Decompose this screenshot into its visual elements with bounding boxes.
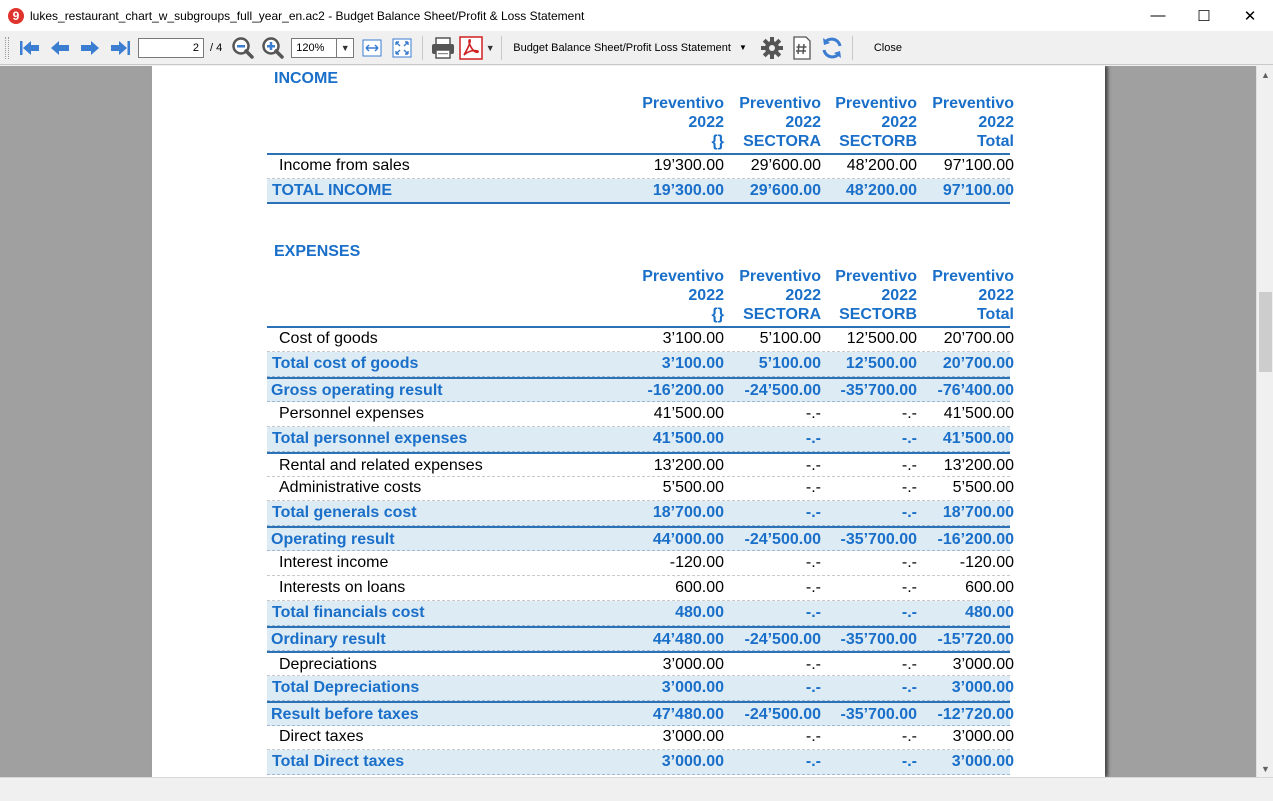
title-bar: [0, 0, 1273, 31]
column-header-line2: 2022: [688, 287, 724, 304]
row-value: -120.00: [669, 554, 724, 572]
row-value: 12’500.00: [845, 354, 917, 372]
row-label: Administrative costs: [279, 479, 422, 497]
report-select[interactable]: [513, 42, 747, 54]
column-header-line1: Preventivo: [739, 268, 821, 285]
row-ordinary-result: [267, 626, 1014, 651]
report-viewport[interactable]: [0, 66, 1256, 777]
row-total-financials-cost: [267, 601, 1014, 626]
row-personnel-expenses: [267, 402, 1014, 427]
row-value: 3’000.00: [662, 655, 724, 673]
print-icon[interactable]: [429, 34, 457, 62]
row-label: Operating result: [271, 531, 395, 549]
row-value: 48’200.00: [846, 157, 917, 174]
row-total-cost-of-goods: [267, 352, 1014, 377]
page-number-icon[interactable]: [788, 34, 816, 62]
zoom-value[interactable]: 120%: [296, 41, 325, 54]
row-label: Total Depreciations: [272, 678, 420, 696]
column-header-line2: 2022: [881, 114, 917, 131]
row-total-generals-cost: [267, 501, 1014, 526]
column-header: [821, 94, 917, 151]
toolbar: [0, 31, 1273, 65]
row-value: -24’500.00: [744, 705, 821, 723]
row-label: Personnel expenses: [279, 404, 424, 422]
maximize-button[interactable]: ☐: [1197, 7, 1211, 25]
column-header-line3: {}: [711, 133, 724, 150]
row-label: Total personnel expenses: [272, 429, 468, 447]
column-header-line2: 2022: [785, 114, 821, 131]
window-title: lukes_restaurant_chart_w_subgroups_full_year_en.ac2 - Budget Balance Sheet/Profit & Loss Statement: [30, 8, 585, 23]
row-value: 3’000.00: [661, 753, 724, 771]
row-value: -35’700.00: [840, 381, 917, 399]
row-value: 480.00: [675, 603, 724, 621]
row-value: 19’300.00: [652, 181, 724, 199]
column-header-line2: 2022: [881, 287, 917, 304]
settings-icon[interactable]: [758, 34, 786, 62]
row-value: 41’500.00: [943, 404, 1014, 422]
scroll-up-icon[interactable]: ▲: [1261, 69, 1270, 80]
report-select-label: Budget Balance Sheet/Profit Loss Statement: [513, 41, 731, 54]
scroll-down-icon[interactable]: ▼: [1261, 763, 1270, 774]
status-bar: [0, 777, 1273, 801]
scroll-thumb[interactable]: [1259, 292, 1272, 372]
row-value: -.-: [805, 728, 821, 746]
row-depreciations: [267, 651, 1014, 676]
column-header-line2: 2022: [785, 287, 821, 304]
refresh-icon[interactable]: [818, 34, 846, 62]
row-total-income: [267, 179, 1014, 204]
row-label: Depreciations: [279, 655, 377, 673]
row-interest-income: [267, 551, 1014, 576]
column-header-line1: Preventivo: [642, 268, 724, 285]
expenses-column-header: [267, 267, 1014, 327]
row-label: Total financials cost: [272, 603, 425, 621]
column-header: [725, 94, 821, 151]
row-value: -.-: [901, 655, 917, 673]
row-value: -.-: [901, 678, 917, 696]
pdf-icon[interactable]: [459, 34, 483, 62]
column-header-line1: Preventivo: [932, 95, 1014, 112]
income-section-title: INCOME: [274, 70, 338, 87]
row-value: -12’720.00: [937, 705, 1014, 723]
row-value: -76’400.00: [937, 381, 1014, 399]
row-value: 5’100.00: [758, 354, 821, 372]
row-value: 44’480.00: [652, 630, 724, 648]
row-value: 3’000.00: [661, 678, 724, 696]
page-total-label: / 4: [210, 41, 223, 54]
column-header: [918, 94, 1014, 151]
column-header-line3: Total: [976, 133, 1014, 150]
row-value: -.-: [805, 404, 821, 422]
row-value: -.-: [901, 554, 917, 572]
close-window-button[interactable]: ✕: [1243, 7, 1257, 25]
row-value: -.-: [901, 479, 917, 497]
row-label: Total Direct taxes: [272, 753, 405, 771]
row-value: 18’700.00: [942, 504, 1014, 522]
first-page-icon[interactable]: [16, 34, 44, 62]
row-value: -.-: [805, 579, 821, 596]
row-value: 480.00: [965, 603, 1014, 621]
column-header-line1: Preventivo: [739, 95, 821, 112]
row-label: Income from sales: [279, 157, 410, 174]
zoom-out-icon[interactable]: [229, 34, 257, 62]
toolbar-grip[interactable]: [5, 37, 9, 59]
row-income-from-sales: [267, 154, 1014, 179]
column-header-line1: Preventivo: [932, 268, 1014, 285]
row-value: 3’000.00: [662, 728, 724, 746]
row-cost-of-goods: [267, 327, 1014, 352]
row-direct-taxes: [267, 725, 1014, 750]
report-page: [152, 66, 1105, 777]
fit-page-icon[interactable]: [388, 34, 416, 62]
row-value: -.-: [901, 404, 917, 422]
row-value: -24’500.00: [744, 381, 821, 399]
app-logo-icon: 9: [8, 8, 24, 24]
row-value: -35’700.00: [840, 705, 917, 723]
previous-page-icon[interactable]: [46, 34, 74, 62]
zoom-select[interactable]: [291, 38, 354, 58]
vertical-scrollbar[interactable]: [1256, 66, 1273, 777]
column-header-line1: Preventivo: [642, 95, 724, 112]
row-value: -.-: [805, 603, 821, 621]
row-value: 20’700.00: [942, 354, 1014, 372]
minimize-button[interactable]: —: [1150, 7, 1166, 24]
row-value: 5’500.00: [662, 479, 724, 497]
row-value: -120.00: [959, 554, 1014, 572]
column-header: [725, 267, 821, 324]
row-value: -.-: [901, 429, 917, 447]
page-number-input[interactable]: 2: [138, 38, 204, 58]
row-value: 5’100.00: [759, 330, 821, 347]
column-header: [628, 267, 724, 324]
row-value: 29’600.00: [749, 181, 821, 199]
row-value: 3’000.00: [951, 678, 1014, 696]
row-value: -.-: [805, 456, 821, 474]
column-header: [918, 267, 1014, 324]
chevron-down-icon[interactable]: ▼: [336, 39, 353, 57]
row-label: Direct taxes: [279, 728, 364, 746]
row-value: 20’700.00: [943, 330, 1014, 347]
row-value: -.-: [901, 753, 917, 771]
row-value: 3’000.00: [951, 753, 1014, 771]
row-gross-operating-result: [267, 377, 1014, 402]
row-value: 41’500.00: [653, 404, 724, 422]
row-label: Gross operating result: [271, 381, 443, 399]
next-page-icon[interactable]: [76, 34, 104, 62]
column-header-line3: SECTORB: [839, 133, 917, 150]
zoom-in-icon[interactable]: [259, 34, 287, 62]
column-header: [628, 94, 724, 151]
row-value: 29’600.00: [750, 157, 821, 174]
row-label: Total cost of goods: [272, 354, 419, 372]
row-value: 5’500.00: [952, 479, 1014, 497]
row-value: -.-: [805, 479, 821, 497]
row-value: 13’200.00: [653, 456, 724, 474]
row-value: 19’300.00: [653, 157, 724, 174]
row-value: -.-: [805, 655, 821, 673]
row-value: 12’500.00: [846, 330, 917, 347]
row-label: Rental and related expenses: [279, 456, 483, 474]
fit-width-icon[interactable]: [358, 34, 386, 62]
row-label: Interests on loans: [279, 579, 406, 596]
income-column-header: [267, 94, 1014, 154]
row-value: -16’200.00: [937, 531, 1014, 549]
row-value: 44’000.00: [652, 531, 724, 549]
row-label: Total generals cost: [272, 504, 417, 522]
row-value: -.-: [805, 678, 821, 696]
row-total-direct-taxes: [267, 750, 1014, 775]
column-header-line3: {}: [711, 306, 724, 323]
row-operating-result: [267, 526, 1014, 551]
row-value: 97’100.00: [942, 181, 1014, 199]
row-value: -.-: [805, 753, 821, 771]
row-value: 600.00: [965, 579, 1014, 596]
row-total-depreciations: [267, 676, 1014, 701]
row-label: Ordinary result: [271, 630, 386, 648]
column-header-line3: SECTORA: [743, 306, 821, 323]
row-value: -35’700.00: [840, 531, 917, 549]
row-value: 48’200.00: [845, 181, 917, 199]
close-button[interactable]: Close: [873, 41, 902, 54]
row-value: -.-: [901, 504, 917, 522]
row-label: Interest income: [279, 554, 389, 572]
row-label: Cost of goods: [279, 330, 378, 347]
column-header-line2: 2022: [978, 114, 1014, 131]
row-value: -.-: [901, 579, 917, 596]
column-header-line1: Preventivo: [835, 95, 917, 112]
row-value: 18’700.00: [652, 504, 724, 522]
row-value: -.-: [805, 429, 821, 447]
row-administrative-costs: [267, 476, 1014, 501]
expenses-section-title: EXPENSES: [274, 243, 361, 260]
row-label: Result before taxes: [271, 705, 419, 723]
row-value: 3’100.00: [662, 330, 724, 347]
row-label: TOTAL INCOME: [272, 181, 392, 199]
column-header-line3: SECTORA: [743, 133, 821, 150]
toolbar-separator: [852, 36, 853, 60]
row-value: 41’500.00: [942, 429, 1014, 447]
row-value: -16’200.00: [647, 381, 724, 399]
row-value: 3’000.00: [952, 655, 1014, 673]
toolbar-separator: [501, 36, 502, 60]
row-result-before-taxes: [267, 701, 1014, 726]
row-value: -.-: [805, 504, 821, 522]
row-total-personnel-expenses: [267, 427, 1014, 452]
column-header: [821, 267, 917, 324]
column-header-line3: SECTORB: [839, 306, 917, 323]
row-value: -35’700.00: [840, 630, 917, 648]
row-value: -.-: [901, 728, 917, 746]
chevron-down-icon[interactable]: ▼: [738, 43, 747, 52]
column-header-line2: 2022: [978, 287, 1014, 304]
row-value: 97’100.00: [943, 157, 1014, 174]
row-value: -.-: [901, 456, 917, 474]
row-value: -24’500.00: [744, 630, 821, 648]
column-header-line1: Preventivo: [835, 268, 917, 285]
last-page-icon[interactable]: [106, 34, 134, 62]
row-value: 47’480.00: [652, 705, 724, 723]
row-value: 600.00: [675, 579, 724, 596]
toolbar-separator: [422, 36, 423, 60]
column-header-line2: 2022: [688, 114, 724, 131]
row-value: -24’500.00: [744, 531, 821, 549]
row-value: -15’720.00: [937, 630, 1014, 648]
row-value: 41’500.00: [652, 429, 724, 447]
column-header-line3: Total: [976, 306, 1014, 323]
row-value: 3’000.00: [952, 728, 1014, 746]
row-value: 13’200.00: [943, 456, 1014, 474]
row-value: -.-: [901, 603, 917, 621]
row-value: 3’100.00: [661, 354, 724, 372]
row-rental-and-related-expenses: [267, 452, 1014, 477]
row-interests-on-loans: [267, 576, 1014, 601]
row-value: -.-: [805, 554, 821, 572]
pdf-options-chevron-icon[interactable]: ▼: [485, 42, 495, 53]
